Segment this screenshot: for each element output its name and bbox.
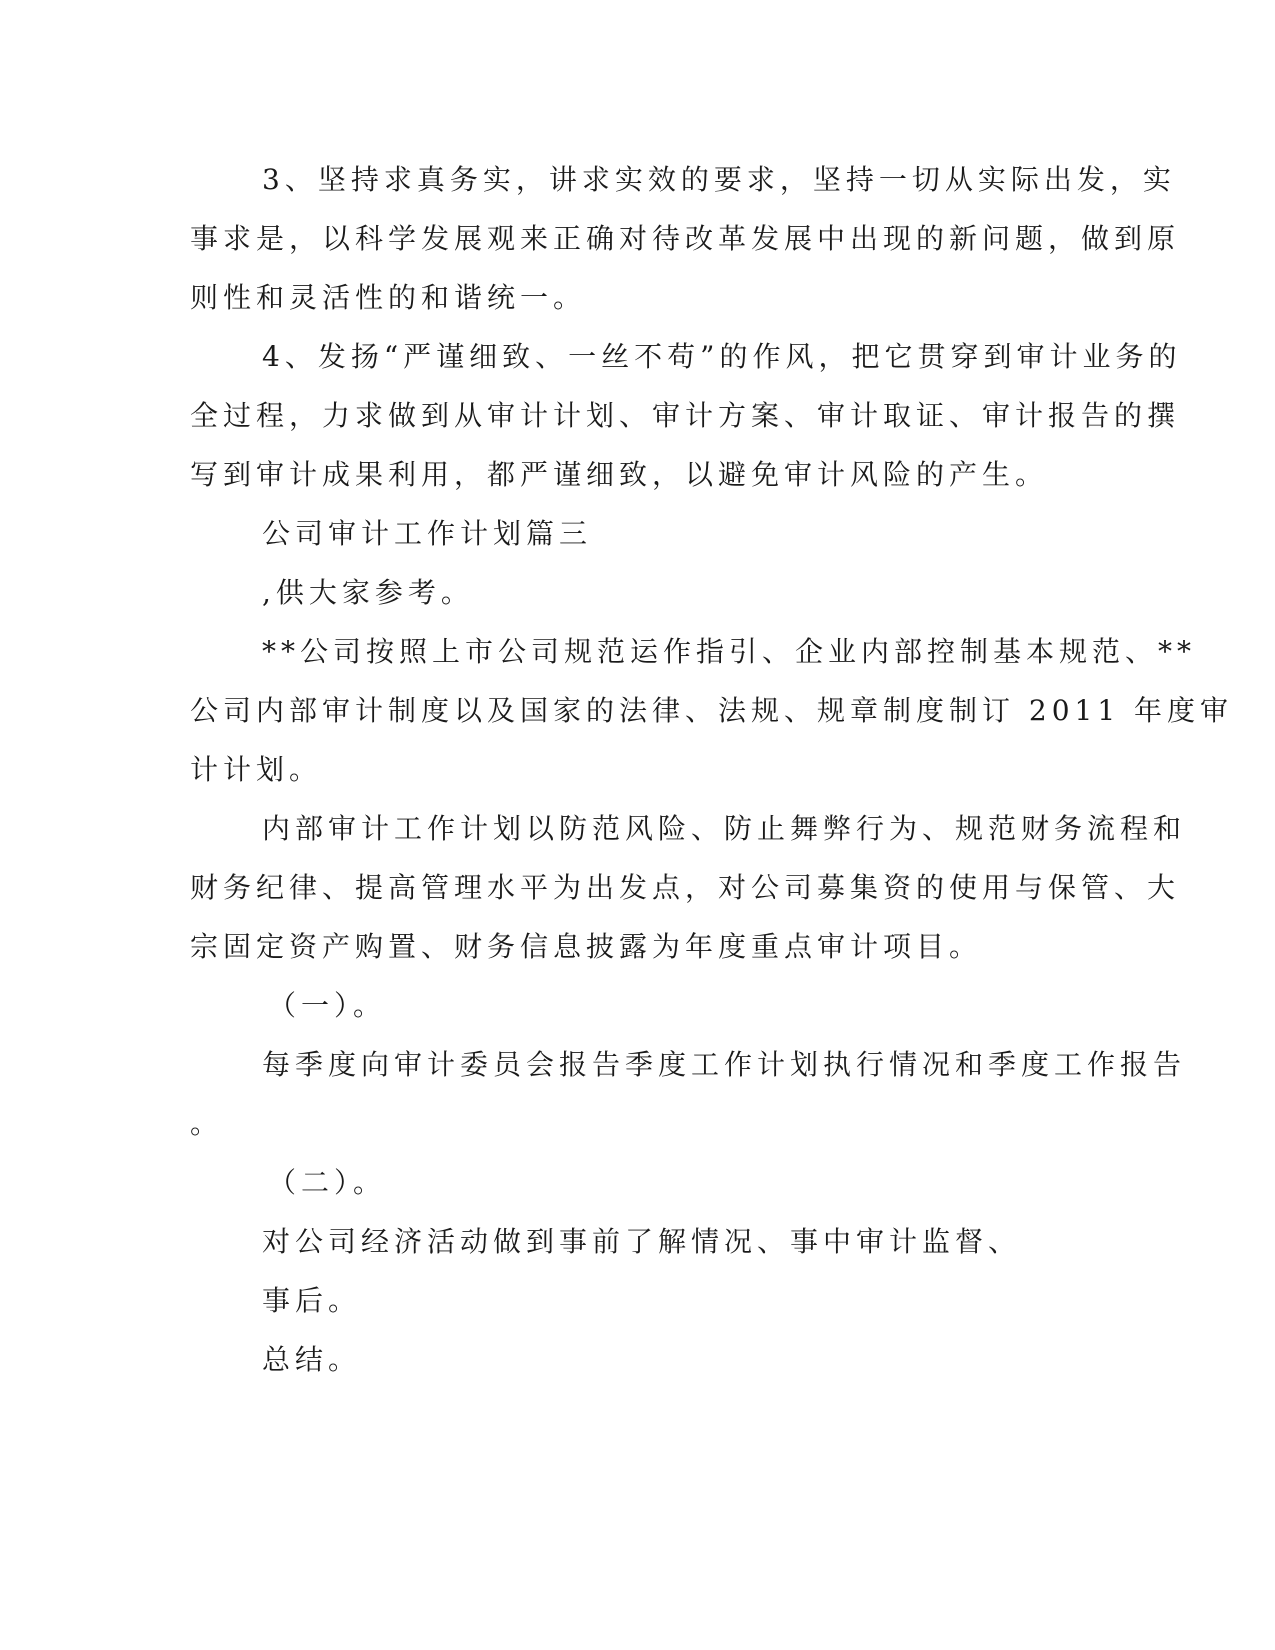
text-line: **公司按照上市公司规范运作指引、企业内部控制基本规范、**	[262, 635, 1197, 668]
section-heading: 公司审计工作计划篇三	[262, 517, 593, 550]
text-line: 。	[190, 1107, 224, 1140]
text-line: 宗固定资产购置、财务信息披露为年度重点审计项目。	[190, 930, 983, 963]
text-line: 公司内部审计制度以及国家的法律、法规、规章制度制订 2011 年度审	[190, 694, 1234, 727]
list-marker: （二）。	[268, 1166, 387, 1199]
text-line: 事后。	[262, 1284, 362, 1317]
text-line: ,供大家参考。	[262, 576, 474, 609]
text-line: 事求是，以科学发展观来正确对待改革发展中出现的新问题，做到原	[190, 222, 1181, 255]
text-line: 4、发扬“严谨细致、一丝不苟”的作风，把它贯穿到审计业务的	[262, 340, 1182, 373]
text-line: 财务纪律、提高管理水平为出发点，对公司募集资的使用与保管、大	[190, 871, 1181, 904]
text-line: 内部审计工作计划以防范风险、防止舞弊行为、规范财务流程和	[262, 812, 1187, 845]
text-line: 则性和灵活性的和谐统一。	[190, 281, 587, 314]
text-line: 每季度向审计委员会报告季度工作计划执行情况和季度工作报告	[262, 1048, 1187, 1081]
text-line: 总结。	[262, 1343, 362, 1376]
text-line: 写到审计成果利用，都严谨细致，以避免审计风险的产生。	[190, 458, 1049, 491]
text-line: 对公司经济活动做到事前了解情况、事中审计监督、	[262, 1225, 1022, 1258]
text-line: 计计划。	[190, 753, 323, 786]
text-line: 全过程，力求做到从审计计划、审计方案、审计取证、审计报告的撰	[190, 399, 1181, 432]
list-marker: （一）。	[268, 989, 387, 1022]
text-line: 3、坚持求真务实，讲求实效的要求，坚持一切从实际出发，实	[262, 163, 1176, 196]
